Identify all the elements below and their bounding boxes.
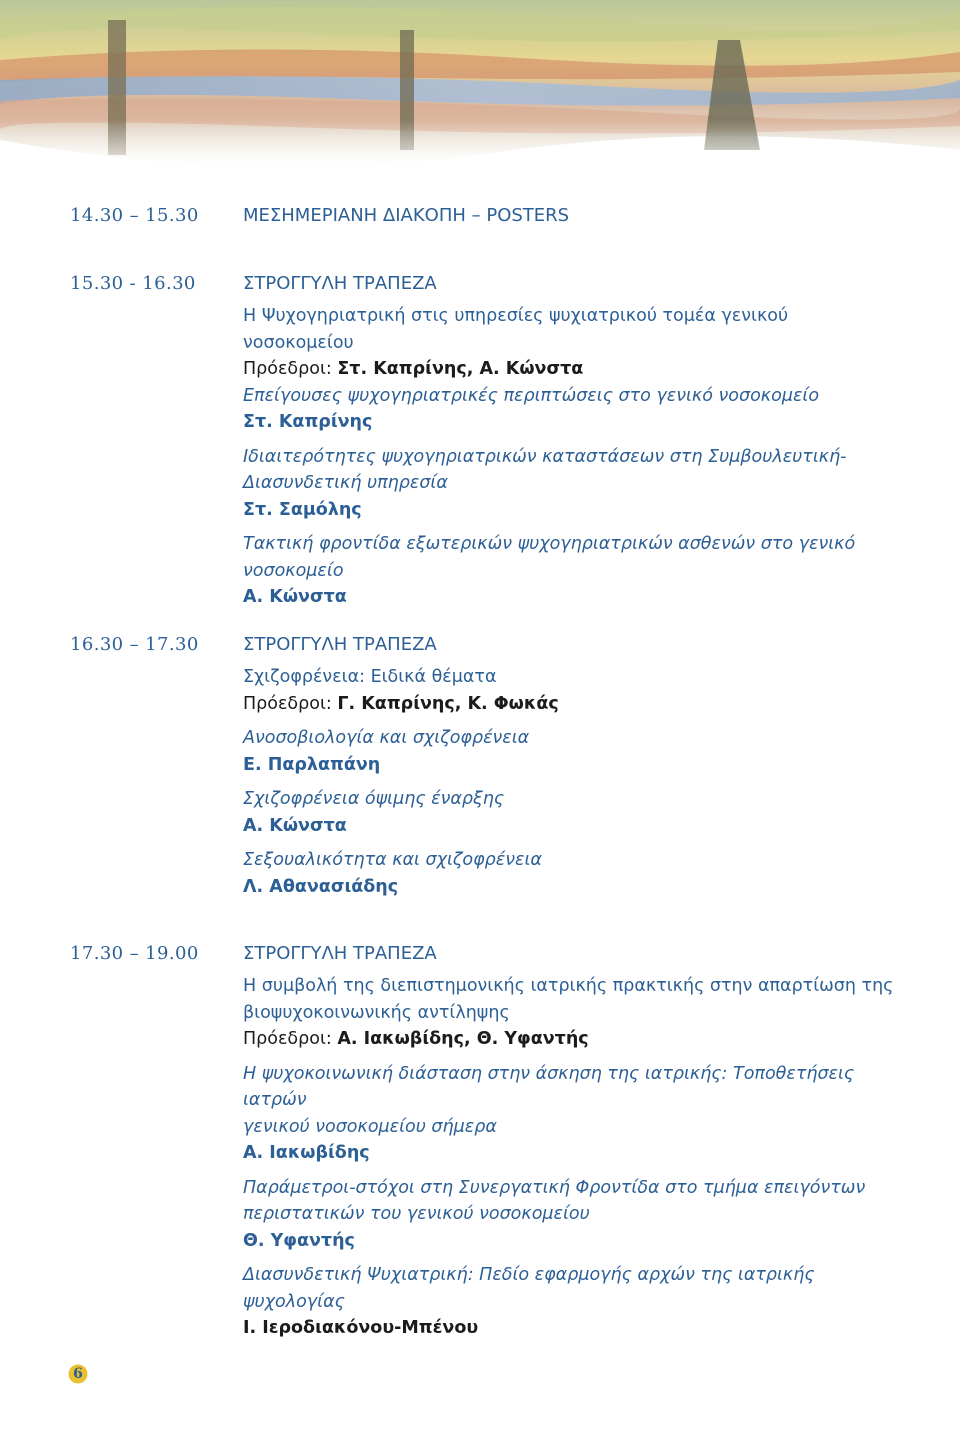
session-time: 16.30 – 17.30 xyxy=(70,634,199,655)
session-title: ΣΤΡΟΓΓΥΛΗ ΤΡΑΠΕΖΑ xyxy=(243,943,437,964)
talk-title: Ανοσοβιολογία και σχιζοφρένεια xyxy=(243,728,530,748)
session-chairs xyxy=(243,356,903,383)
chairs-names: Στ. Καπρίνης, Α. Κώνστα xyxy=(337,359,584,379)
talk-title: Επείγουσες ψυχογηριατρικές περιπτώσεις στο γενικό νοσοκομείο xyxy=(243,385,820,406)
session-subtitle: Σχιζοφρένεια: Ειδικά θέματα xyxy=(243,667,497,687)
session-time: 14.30 – 15.30 xyxy=(70,205,199,226)
session-time: 17.30 – 19.00 xyxy=(70,943,199,964)
chairs-label: Πρόεδροι: xyxy=(243,359,338,379)
talk-speaker: Θ. Υφαντής xyxy=(243,1230,355,1251)
session-time: 15.30 - 16.30 xyxy=(70,273,196,294)
talk-title-continued: νοσοκομείο xyxy=(243,560,344,581)
talk-speaker: Α. Κώνστα xyxy=(243,815,347,836)
talk-speaker: Α. Κώνστα xyxy=(243,587,347,607)
talk-title: Διασυνδετική Ψυχιατρική: Πεδίο εφαρμογής αρχών της ιατρικής ψυχολογίας xyxy=(243,1265,815,1312)
talk-title: Ιδιαιτερότητες ψυχογηριατρικών καταστάσεων στη Συμβουλευτική- xyxy=(243,446,847,467)
talk-title-continued: γενικού νοσοκομείου σήμερα xyxy=(243,1116,497,1137)
session-subtitle: Η συμβολή της διεπιστημονικής ιατρικής πρακτικής στην απαρτίωση της xyxy=(243,976,894,996)
session-subtitle-continued: βιοψυχοκοινωνικής αντίληψης xyxy=(243,1002,510,1023)
talk-speaker: Στ. Καπρίνης xyxy=(243,412,373,432)
session-chairs xyxy=(243,691,903,718)
talk-speaker: Ι. Ιεροδιακόνου-Μπένου xyxy=(243,1318,479,1338)
session-body xyxy=(243,634,903,900)
session-body xyxy=(243,273,903,611)
chairs-names: Γ. Καπρίνης, Κ. Φωκάς xyxy=(337,693,559,714)
talk-title: Η ψυχοκοινωνική διάσταση στην άσκηση της ιατρικής: Τοποθετήσεις ιατρών xyxy=(243,1063,855,1110)
session-title: ΣΤΡΟΓΓΥΛΗ ΤΡΑΠΕΖΑ xyxy=(243,634,437,655)
talk-speaker: Α. Ιακωβίδης xyxy=(243,1143,370,1163)
talk-title: Τακτική φροντίδα εξωτερικών ψυχογηριατρικών ασθενών στο γενικό xyxy=(243,534,856,554)
session-title: ΜΕΣΗΜΕΡΙΑΝΗ ΔΙΑΚΟΠΗ – POSTERS xyxy=(243,205,570,226)
chairs-names: Α. Ιακωβίδης, Θ. Υφαντής xyxy=(337,1029,589,1049)
page-number-badge xyxy=(68,1364,88,1384)
page-number: 6 xyxy=(73,1366,83,1382)
session-title: ΣΤΡΟΓΓΥΛΗ ΤΡΑΠΕΖΑ xyxy=(243,273,437,294)
chairs-label: Πρόεδροι: xyxy=(243,693,338,714)
talk-speaker: Ε. Παρλαπάνη xyxy=(243,754,381,775)
talk-title: Παράμετροι-στόχοι στη Συνεργατική Φροντίδα στο τμήμα επειγόντων xyxy=(243,1177,866,1198)
session-body xyxy=(243,205,903,227)
session-body xyxy=(243,943,903,1342)
talk-title-continued: περιστατικών του γενικού νοσοκομείου xyxy=(243,1204,590,1224)
chairs-label: Πρόεδροι: xyxy=(243,1029,338,1049)
session-chairs xyxy=(243,1026,903,1053)
talk-title: Σχιζοφρένεια όψιμης έναρξης xyxy=(243,789,505,809)
header-painting xyxy=(0,0,960,175)
talk-speaker: Στ. Σαμόλης xyxy=(243,499,362,520)
talk-title-continued: Διασυνδετική υπηρεσία xyxy=(243,473,448,493)
session-subtitle: Η Ψυχογηριατρική στις υπηρεσίες ψυχιατρικού τομέα γενικού νοσοκομείου xyxy=(243,306,789,353)
talk-title: Σεξουαλικότητα και σχιζοφρένεια xyxy=(243,850,542,870)
talk-speaker: Λ. Αθανασιάδης xyxy=(243,876,399,897)
